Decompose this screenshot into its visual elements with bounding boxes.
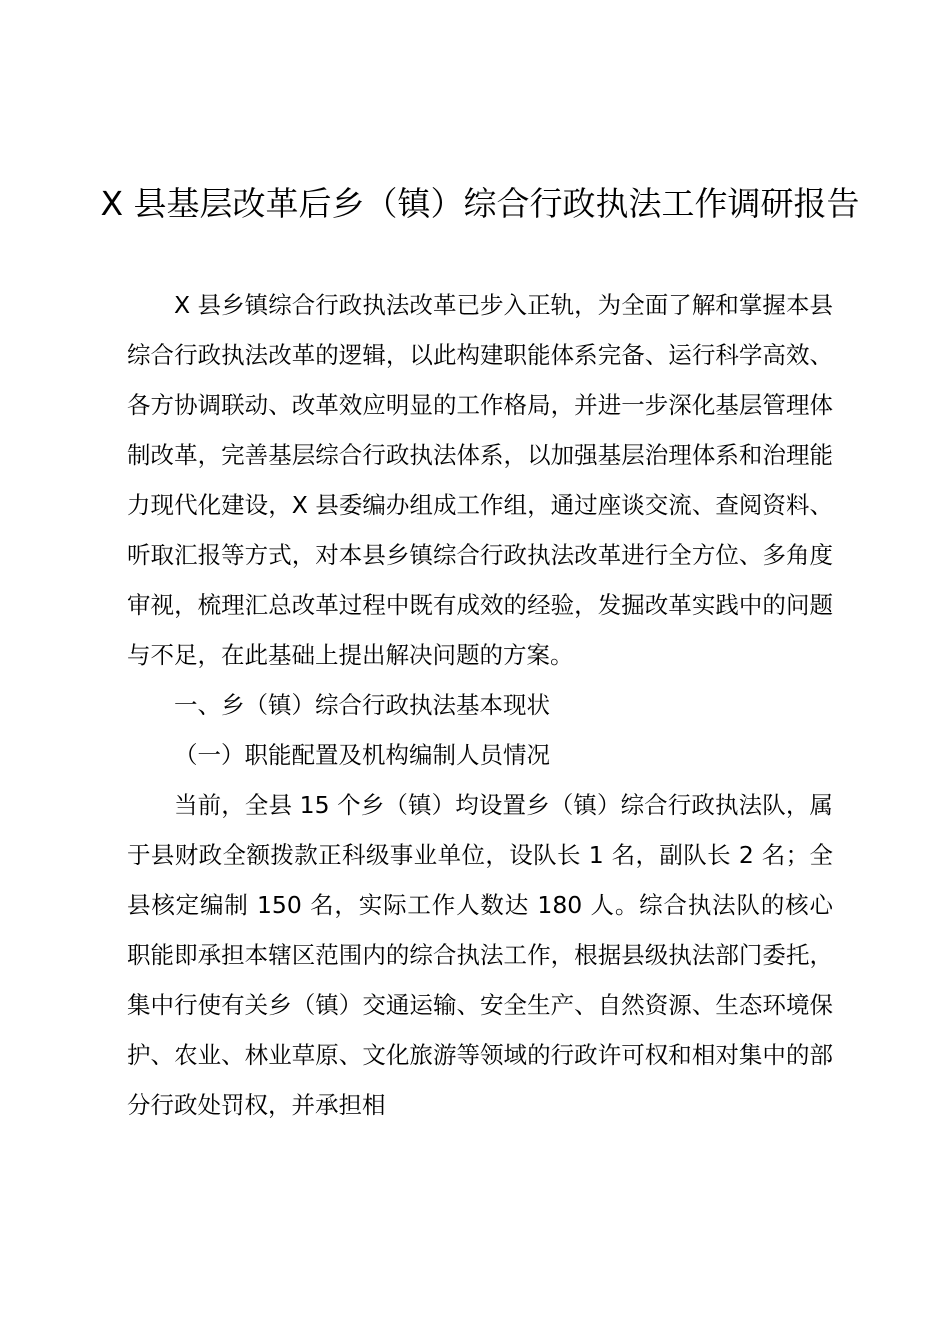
subsection-heading-1: （一）职能配置及机构编制人员情况: [174, 741, 550, 769]
body-paragraph-1: 当前，全县 15 个乡（镇）均设置乡（镇）综合行政执法队，属于县财政全额拨款正科级事业单位，设队长 1 名，副队长 2 名；全县核定编制 150 名，实际工作人数达 180 人。综合执法队的核心职能即承担本辖区范围内的综合执法工作，根据县级执法部门委托，集中行使有关乡（镇）交通运输、安全生产、自然资源、生态环境保护、农业、林业草原、文化旅游等领域的行政许可权和相对集中的部分行政处罚权，并承担相: [127, 791, 833, 1119]
document-body: [127, 280, 833, 1130]
intro-paragraph: X 县乡镇综合行政执法改革已步入正轨，为全面了解和掌握本县综合行政执法改革的逻辑，以此构建职能体系完备、运行科学高效、各方协调联动、改革效应明显的工作格局，并进一步深化基层管理体制改革，完善基层综合行政执法体系，以加强基层治理体系和治理能力现代化建设，X 县委编办组成工作组，通过座谈交流、查阅资料、听取汇报等方式，对本县乡镇综合行政执法改革进行全方位、多角度审视，梳理汇总改革过程中既有成效的经验，发掘改革实践中的问题与不足，在此基础上提出解决问题的方案。: [127, 291, 833, 669]
document-title: X 县基层改革后乡（镇）综合行政执法工作调研报告: [100, 184, 860, 223]
section-heading-1: 一、乡（镇）综合行政执法基本现状: [174, 691, 550, 719]
